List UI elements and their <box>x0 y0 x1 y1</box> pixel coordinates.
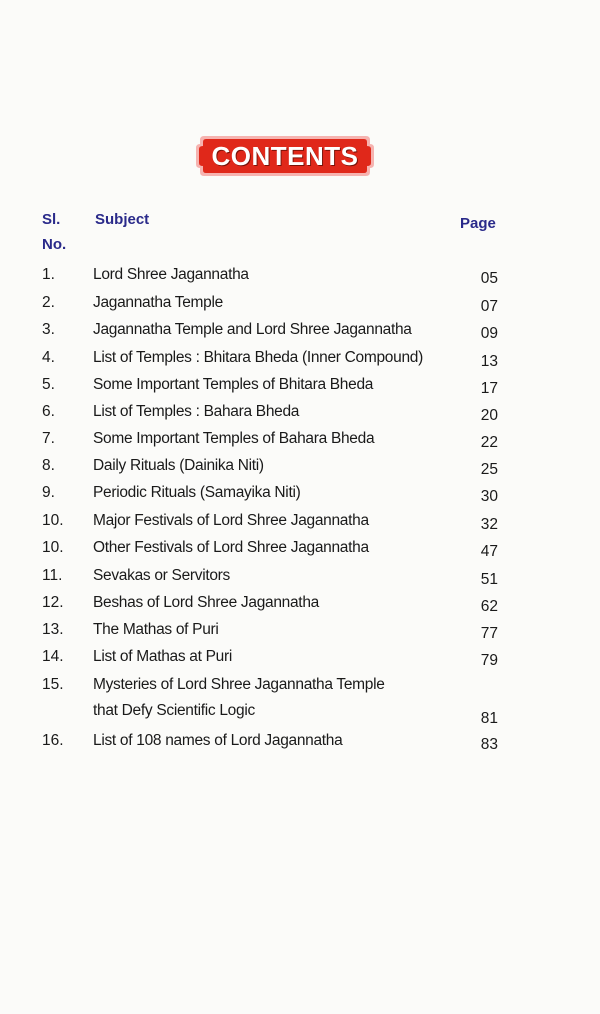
toc-number: 15. <box>42 676 64 693</box>
toc-page: 22 <box>480 434 498 451</box>
toc-page: 83 <box>480 736 498 753</box>
toc-page: 51 <box>480 571 498 588</box>
toc-row <box>0 321 600 345</box>
toc-row <box>0 648 600 672</box>
toc-subject: List of 108 names of Lord Jagannatha <box>93 732 343 749</box>
toc-row <box>0 594 600 618</box>
toc-row <box>0 567 600 591</box>
toc-page: 30 <box>480 488 498 505</box>
toc-row <box>0 512 600 536</box>
toc-subject: The Mathas of Puri <box>93 621 219 638</box>
toc-subject: List of Mathas at Puri <box>93 648 232 665</box>
toc-subject: Periodic Rituals (Samayika Niti) <box>93 484 301 501</box>
toc-number: 13. <box>42 621 64 638</box>
toc-row <box>0 403 600 427</box>
toc-subject: Some Important Temples of Bahara Bheda <box>93 430 375 447</box>
toc-number: 1. <box>42 266 55 283</box>
toc-subject: Jagannatha Temple and Lord Shree Jagannatha <box>93 321 412 338</box>
toc-subject: Jagannatha Temple <box>93 294 223 311</box>
header-subject: Subject <box>95 211 150 228</box>
header-no: No. <box>42 236 67 253</box>
toc-page: 09 <box>480 325 498 342</box>
toc-row <box>0 484 600 508</box>
toc-number: 12. <box>42 594 64 611</box>
toc-page: 77 <box>480 625 498 642</box>
toc-page: 32 <box>480 516 498 533</box>
toc-page: 20 <box>480 407 498 424</box>
header-sl: Sl. <box>42 211 61 228</box>
toc-number: 10. <box>42 539 64 556</box>
toc-subject: Daily Rituals (Dainika Niti) <box>93 457 264 474</box>
header-page: Page <box>460 215 496 232</box>
toc-page: 62 <box>480 598 498 615</box>
toc-row <box>0 266 600 290</box>
toc-number: 8. <box>42 457 55 474</box>
toc-number: 16. <box>42 732 64 749</box>
toc-subject: Mysteries of Lord Shree Jagannatha Temple <box>93 676 385 693</box>
toc-number: 2. <box>42 294 55 311</box>
toc-number: 9. <box>42 484 55 501</box>
toc-row <box>0 294 600 318</box>
toc-number: 4. <box>42 349 55 366</box>
toc-subject: Lord Shree Jagannatha <box>93 266 249 283</box>
toc-number: 5. <box>42 376 55 393</box>
toc-row <box>0 376 600 400</box>
toc-subject-continuation: that Defy Scientific Logic <box>93 702 255 719</box>
toc-number: 3. <box>42 321 55 338</box>
toc-page: 79 <box>480 652 498 669</box>
toc-number: 14. <box>42 648 64 665</box>
toc-subject: Major Festivals of Lord Shree Jagannatha <box>93 512 369 529</box>
toc-subject: List of Temples : Bahara Bheda <box>93 403 300 420</box>
toc-row <box>0 732 600 756</box>
page-title: CONTENTS <box>211 141 359 171</box>
toc-number: 11. <box>42 567 63 584</box>
toc-number: 6. <box>42 403 55 420</box>
toc-row <box>0 539 600 563</box>
toc-subject: Sevakas or Servitors <box>93 567 230 584</box>
toc-page: 25 <box>480 461 498 478</box>
toc-row <box>0 676 600 730</box>
toc-page: 13 <box>480 353 498 370</box>
toc-subject: Beshas of Lord Shree Jagannatha <box>93 594 319 611</box>
toc-row <box>0 430 600 454</box>
toc-row <box>0 621 600 645</box>
toc-row <box>0 457 600 481</box>
toc-subject: Some Important Temples of Bhitara Bheda <box>93 376 374 393</box>
toc-page: 17 <box>480 380 498 397</box>
toc-subject: List of Temples : Bhitara Bheda (Inner Compound) <box>93 349 423 366</box>
contents-banner <box>194 134 376 178</box>
toc-subject: Other Festivals of Lord Shree Jagannatha <box>93 539 369 556</box>
toc-page: 47 <box>480 543 498 560</box>
toc-page: 81 <box>480 710 498 727</box>
toc-number: 10. <box>42 512 64 529</box>
toc-row <box>0 349 600 373</box>
toc-page: 07 <box>480 298 498 315</box>
toc-number: 7. <box>42 430 55 447</box>
toc-page: 05 <box>480 270 498 287</box>
